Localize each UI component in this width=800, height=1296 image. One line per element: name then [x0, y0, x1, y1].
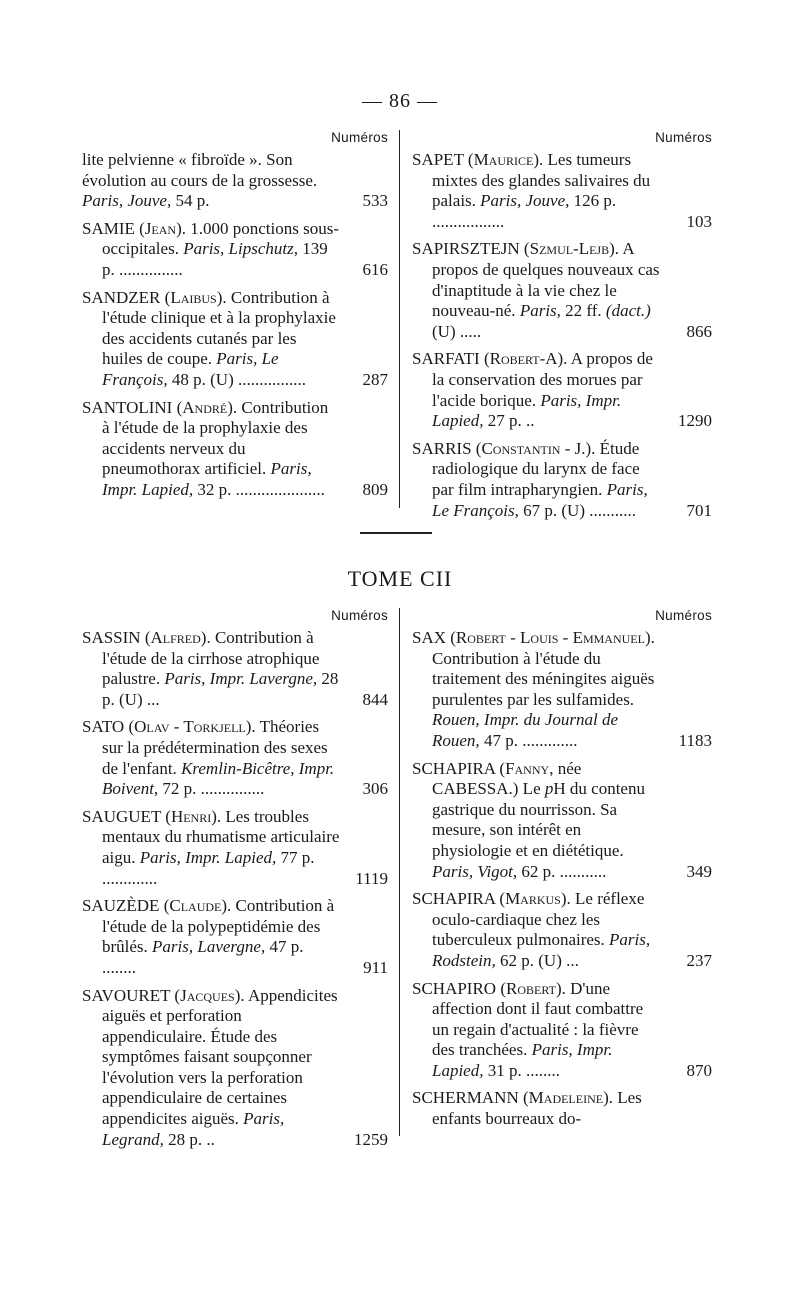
entry-text-part: SAUZÈDE ( [82, 896, 170, 916]
entry-text-part: 28 p. (U) ... [102, 669, 339, 709]
entry-text-part: SAUGUET ( [82, 806, 171, 826]
entry-text-part: SANTOLINI ( [82, 397, 183, 417]
tome-heading: TOME CII [347, 566, 453, 591]
entry-text [82, 398, 328, 499]
entry-text-part: SAX ( [412, 628, 456, 647]
entry-text-part: SCHAPIRA ( [412, 758, 506, 778]
publisher-info: Paris, Legrand, [102, 1109, 285, 1149]
entry-text-part: ). D'une affection dont il faut combattre un regain d'actualité : la fièvre des tranchées. [432, 978, 644, 1060]
entry-text-part: 32 p. ..................... [193, 479, 325, 499]
entry-text-part: ). Étude radiologique du larynx de face par film intrapharyngien. [432, 438, 640, 499]
publisher-info: Paris, [519, 301, 561, 321]
entry-text-part: ). Le réflexe oculo-cardiaque chez les tuberculeux pulmonaires. [432, 889, 645, 950]
entry-text-part: SARRIS ( [412, 438, 482, 458]
entry-text-part: 67 p. (U) ........... [518, 500, 636, 520]
index-entry [412, 628, 712, 752]
entry-text-part: SARFATI ( [412, 349, 490, 369]
publisher-info: Paris, Le François, [432, 479, 648, 520]
index-section-top [0, 130, 800, 520]
entry-text [82, 807, 339, 888]
entry-text-part: ). Les troubles mentaux du rhumatisme articulaire aigu. [102, 806, 340, 867]
entry-text-part: 22 ff. [560, 301, 606, 321]
entry-text [412, 889, 650, 970]
entry-number: 870 [686, 1060, 712, 1080]
entry-text-part: ). Contribution à l'étude de la polypeptidémie des brûlés. [102, 896, 335, 957]
entry-number: 1119 [355, 868, 388, 888]
author-forename: Maurice [473, 150, 534, 169]
entry-number: 287 [362, 369, 388, 389]
index-entry [82, 807, 388, 889]
entry-text-part: 31 p. ........ [483, 1060, 560, 1080]
entry-text-part: ). Théories sur la prédétermination des sexes de l'enfant. [102, 717, 328, 778]
entry-text [412, 979, 643, 1080]
author-forename: Fanny [505, 758, 550, 778]
numeros-heading: Numéros [655, 608, 712, 623]
entry-number: 616 [362, 259, 388, 279]
author-forename: Madeleine [528, 1088, 604, 1108]
entry-text-part: 72 p. ............... [158, 779, 265, 799]
publisher-info: Paris, Impr. Lapied, [139, 847, 277, 867]
entry-text-part: (U) ..... [432, 321, 482, 341]
entry-text-part: SAPET ( [412, 150, 474, 169]
column-divider [399, 608, 400, 1136]
entry-text-part: ). Contribution à l'étude clinique et à la prophylaxie des accidents cutanés par les huiles de coupe. [102, 287, 336, 369]
entry-text [412, 759, 645, 881]
index-entry [82, 219, 388, 281]
column-divider [399, 130, 400, 508]
author-forename: Jean [144, 218, 177, 238]
numeros-heading: Numéros [655, 130, 712, 145]
entry-text-part: SAMIE ( [82, 218, 145, 238]
publisher-info: Rouen, Impr. du Journal de Rouen, [432, 710, 619, 750]
entry-number: 349 [686, 861, 712, 881]
entry-text [82, 896, 334, 977]
index-entry [412, 979, 712, 1082]
author-forename: Olav - Torkjell [134, 717, 246, 737]
index-entry [82, 717, 388, 799]
entry-text-part: SASSIN ( [82, 628, 151, 647]
index-section-bottom [0, 608, 800, 1149]
index-entry [412, 239, 712, 342]
index-entry [82, 628, 388, 710]
entry-text-part: ). A propos de la conservation des morues par l'acide borique. [432, 349, 653, 410]
entry-text [412, 150, 650, 231]
publisher-info: Paris, Jouve, [480, 191, 570, 211]
entry-text [82, 986, 338, 1149]
entry-number: 237 [686, 950, 712, 970]
entry-text-part: SATO ( [82, 717, 135, 737]
entry-text-part: SCHAPIRO ( [412, 978, 506, 998]
entry-text-part: ). Appendicites aiguës et perforation appendiculaire. Étude des symptômes faisant soupçonner l'évolution vers la perforation appendiculaire de certaines appendicites aiguës. [102, 985, 338, 1129]
entry-text [82, 219, 339, 279]
right-column [412, 608, 712, 1137]
entry-text-part: lite pelvienne « fibroïde ». Son évolution au cours de la grossesse. [82, 150, 318, 190]
entry-text-part: 47 p. ........ [102, 937, 304, 977]
entry-text-part: 62 p. (U) ... [495, 950, 579, 970]
page-number: — 86 — [362, 90, 438, 112]
publisher-info: Paris, Le François, [102, 349, 279, 389]
entry-text-part: 62 p. ........... [517, 861, 607, 881]
entry-text-part: 27 p. .. [483, 411, 535, 431]
publisher-info: Kremlin-Bicêtre, Impr. Boivent, [102, 758, 335, 799]
entry-text-part: 77 p. ............. [102, 847, 315, 888]
entry-number: 1183 [678, 730, 712, 750]
entry-text-part: SCHERMANN ( [412, 1088, 529, 1108]
index-entry [82, 986, 388, 1151]
publisher-info: Paris, Lavergne, [152, 937, 266, 957]
entry-text [412, 349, 653, 430]
entry-number: 701 [686, 500, 712, 520]
index-entry [412, 759, 712, 883]
index-entry [82, 398, 388, 501]
index-entry [412, 349, 712, 431]
entry-text-part: ). A propos de quelques nouveaux cas d'inaptitude à la vie chez le nouveau-né. [432, 239, 660, 321]
entry-number: 809 [362, 479, 388, 499]
index-entry [412, 150, 712, 232]
publisher-info: Paris, Lipschutz, [183, 239, 298, 259]
publisher-info: Paris, Impr. Lapied, [102, 459, 312, 499]
index-entry [412, 889, 712, 971]
entry-text [412, 1088, 642, 1128]
entry-text-part: SANDZER ( [82, 287, 171, 307]
entry-text [412, 439, 648, 520]
publisher-info: p [544, 779, 554, 799]
author-forename: Claude [169, 896, 222, 916]
index-entry [82, 150, 388, 212]
entry-number: 103 [686, 211, 712, 231]
index-entry [412, 439, 712, 521]
entry-number: 1259 [354, 1129, 388, 1149]
entry-text-part: 139 p. ............... [102, 239, 328, 279]
entry-text-part: ). Contribution à l'étude de la prophylaxie des accidents nerveux du pneumothorax artificiel. [102, 397, 329, 479]
section-rule [360, 532, 432, 534]
entry-text [82, 628, 338, 709]
entry-text [412, 239, 660, 340]
index-entry [82, 288, 388, 391]
author-forename: Robert-A [489, 349, 558, 369]
entry-text-part: ). 1.000 ponctions sous-occipitales. [102, 218, 340, 259]
left-column [82, 130, 388, 508]
publisher-info: Paris, Impr. Lapied, [432, 1040, 613, 1080]
publisher-info: Paris, Impr. Lavergne, [164, 669, 318, 689]
author-forename: Robert [506, 978, 556, 998]
entry-number: 866 [686, 321, 712, 341]
entry-number: 844 [362, 689, 388, 709]
entry-text [82, 717, 334, 798]
entry-text-part: ). Contribution à l'étude du traitement des méningites aiguës purulentes par les sulfamides. [432, 628, 655, 709]
entry-text-part: 47 p. ............. [479, 730, 578, 750]
entry-text-part: ). Les tumeurs mixtes des glandes salivaires du palais. [432, 150, 651, 211]
numeros-heading: Numéros [331, 608, 388, 623]
author-forename: Markus [505, 889, 561, 909]
numeros-heading: Numéros [331, 130, 388, 145]
entry-text-part: 48 p. (U) ................ [167, 369, 306, 389]
entry-text-part: SAPIRSZTEJN ( [412, 239, 530, 259]
entry-number: 306 [362, 779, 388, 799]
entry-number: 911 [363, 957, 388, 977]
author-forename: Henri [170, 806, 212, 826]
entry-number: 533 [362, 191, 388, 211]
publisher-info: Paris, Rodstein, [432, 930, 651, 970]
index-entry [412, 1088, 712, 1129]
entry-number: 1290 [678, 411, 712, 431]
entry-text-part: SCHAPIRA ( [412, 889, 506, 909]
author-forename: André [182, 397, 228, 417]
entry-text-part: ). Contribution à l'étude de la cirrhose atrophique palustre. [102, 628, 320, 689]
author-forename: Robert - Louis - Emmanuel [455, 628, 645, 647]
entry-text-part: 54 p. [171, 191, 210, 211]
entry-text-part: 28 p. .. [163, 1129, 215, 1149]
publisher-info: (dact.) [605, 301, 651, 321]
left-column [82, 608, 388, 1157]
publisher-info: Paris, Impr. Lapied, [432, 390, 622, 431]
author-forename: Laibus [170, 287, 217, 307]
author-forename: Alfred [150, 628, 201, 647]
author-forename: Constantin - J. [481, 438, 586, 458]
entry-text-part: H du contenu gastrique du nourrisson. Sa mesure, son intérêt en physiologie et en diététique. [432, 779, 645, 860]
index-entry [82, 896, 388, 978]
entry-text [412, 628, 655, 750]
publisher-info: Paris, Vigot, [432, 861, 518, 881]
entry-text [82, 288, 336, 389]
entry-text-part: SAVOURET ( [82, 985, 181, 1005]
right-column [412, 130, 712, 528]
entry-text-part: ). Les enfants bourreaux do- [432, 1088, 642, 1129]
entry-text-part: 126 p. ................. [432, 191, 617, 231]
author-forename: Szmul-Lejb [529, 239, 610, 259]
entry-text [82, 150, 317, 210]
author-forename: Jacques [180, 985, 235, 1005]
entry-text-part: , née CABESSA.) Le [432, 758, 582, 799]
publisher-info: Paris, Jouve, [82, 191, 172, 211]
